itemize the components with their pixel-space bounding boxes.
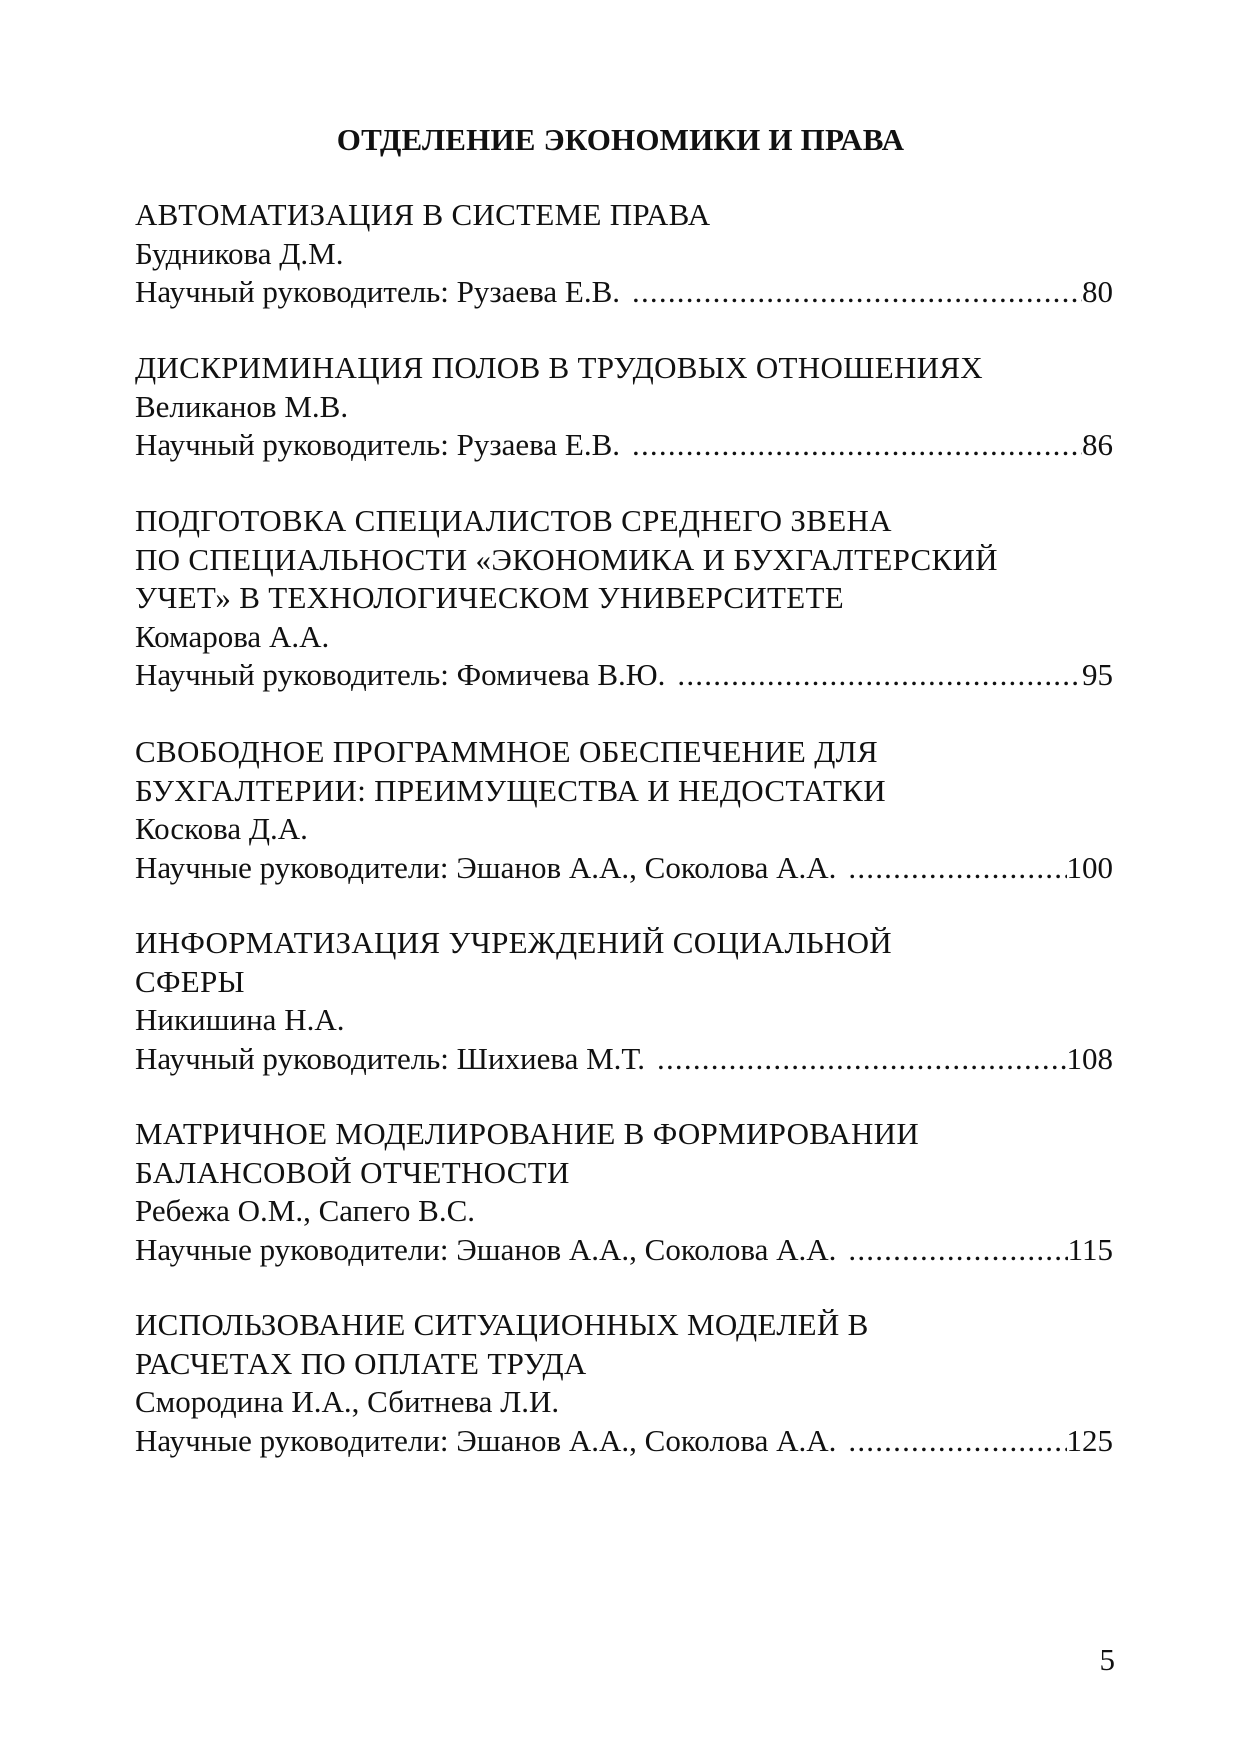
toc-entry (135, 196, 1113, 312)
dot-leader (848, 849, 1066, 888)
entry-title: БУХГАЛТЕРИИ: ПРЕИМУЩЕСТВА И НЕДОСТАТКИ (135, 772, 886, 808)
entry-title: СВОБОДНОЕ ПРОГРАММНОЕ ОБЕСПЕЧЕНИЕ ДЛЯ (135, 734, 878, 769)
entry-title: РАСЧЕТАХ ПО ОПЛАТЕ ТРУДА (135, 1345, 587, 1381)
entry-advisor-row (135, 273, 1113, 312)
dot-leader (848, 1231, 1067, 1270)
dot-leader (677, 656, 1082, 695)
entry-advisor-row (135, 426, 1113, 465)
dot-leader (848, 1422, 1066, 1461)
entry-page-number: 80 (1082, 274, 1113, 309)
toc-entry (135, 924, 1113, 1078)
entry-page-number: 108 (1066, 1040, 1113, 1076)
entry-title: БАЛАНСОВОЙ ОТЧЕТНОСТИ (135, 1154, 570, 1190)
entry-advisor-row (135, 1231, 1113, 1270)
entry-title: УЧЕТ» В ТЕХНОЛОГИЧЕСКОМ УНИВЕРСИТЕТЕ (135, 580, 844, 615)
entry-advisor-row (135, 1040, 1113, 1079)
dot-leader (657, 1040, 1066, 1079)
entry-authors: Будникова Д.М. (135, 235, 344, 271)
entry-advisor: Научные руководители: Эшанов А.А., Соколова А.А. (135, 849, 837, 885)
entry-advisor: Научный руководитель: Шихиева М.Т. (135, 1040, 646, 1076)
entry-advisor: Научные руководители: Эшанов А.А., Соколова А.А. (135, 1422, 837, 1458)
entry-title: СФЕРЫ (135, 963, 245, 999)
toc-entry (135, 1306, 1113, 1460)
entry-page-number: 125 (1066, 1422, 1113, 1458)
entry-page-number: 115 (1067, 1231, 1113, 1267)
entry-page-number: 100 (1066, 849, 1113, 885)
entry-authors: Великанов М.В. (135, 388, 349, 424)
entry-title: ИСПОЛЬЗОВАНИЕ СИТУАЦИОННЫХ МОДЕЛЕЙ В (135, 1307, 869, 1342)
dot-leader (632, 273, 1082, 312)
entry-page-number: 95 (1082, 657, 1113, 692)
entry-title: ПО СПЕЦИАЛЬНОСТИ «ЭКОНОМИКА И БУХГАЛТЕРСКИЙ (135, 541, 998, 577)
entry-advisor-row (135, 656, 1113, 695)
entry-authors: Коскова Д.А. (135, 811, 308, 846)
section-title: ОТДЕЛЕНИЕ ЭКОНОМИКИ И ПРАВА (336, 122, 905, 157)
entry-advisor: Научный руководитель: Фомичева В.Ю. (135, 657, 666, 692)
entry-authors: Никишина Н.А. (135, 1002, 345, 1037)
entry-title: ИНФОРМАТИЗАЦИЯ УЧРЕЖДЕНИЙ СОЦИАЛЬНОЙ (135, 925, 892, 960)
toc-entry (135, 1115, 1113, 1269)
entry-page-number: 86 (1082, 427, 1113, 462)
entry-advisor: Научный руководитель: Рузаева Е.В. (135, 427, 621, 462)
entry-advisor: Научный руководитель: Рузаева Е.В. (135, 274, 621, 309)
entry-authors: Смородина И.А., Сбитнева Л.И. (135, 1384, 560, 1419)
entry-title: МАТРИЧНОЕ МОДЕЛИРОВАНИЕ В ФОРМИРОВАНИИ (135, 1116, 920, 1151)
page-number: 5 (1099, 1642, 1115, 1677)
toc-entry (135, 349, 1113, 465)
entry-authors: Комарова А.А. (135, 618, 330, 654)
entry-title: ДИСКРИМИНАЦИЯ ПОЛОВ В ТРУДОВЫХ ОТНОШЕНИЯХ (135, 350, 983, 385)
toc-entry (135, 733, 1113, 887)
entry-title: АВТОМАТИЗАЦИЯ В СИСТЕМЕ ПРАВА (135, 197, 711, 232)
entry-advisor-row (135, 1422, 1113, 1461)
entry-title: ПОДГОТОВКА СПЕЦИАЛИСТОВ СРЕДНЕГО ЗВЕНА (135, 503, 892, 538)
entry-advisor-row (135, 849, 1113, 888)
entry-authors: Ребежа О.М., Сапего В.С. (135, 1193, 476, 1228)
entry-advisor: Научные руководители: Эшанов А.А., Соколова А.А. (135, 1231, 837, 1267)
toc-entry (135, 502, 1113, 695)
dot-leader (632, 426, 1082, 465)
